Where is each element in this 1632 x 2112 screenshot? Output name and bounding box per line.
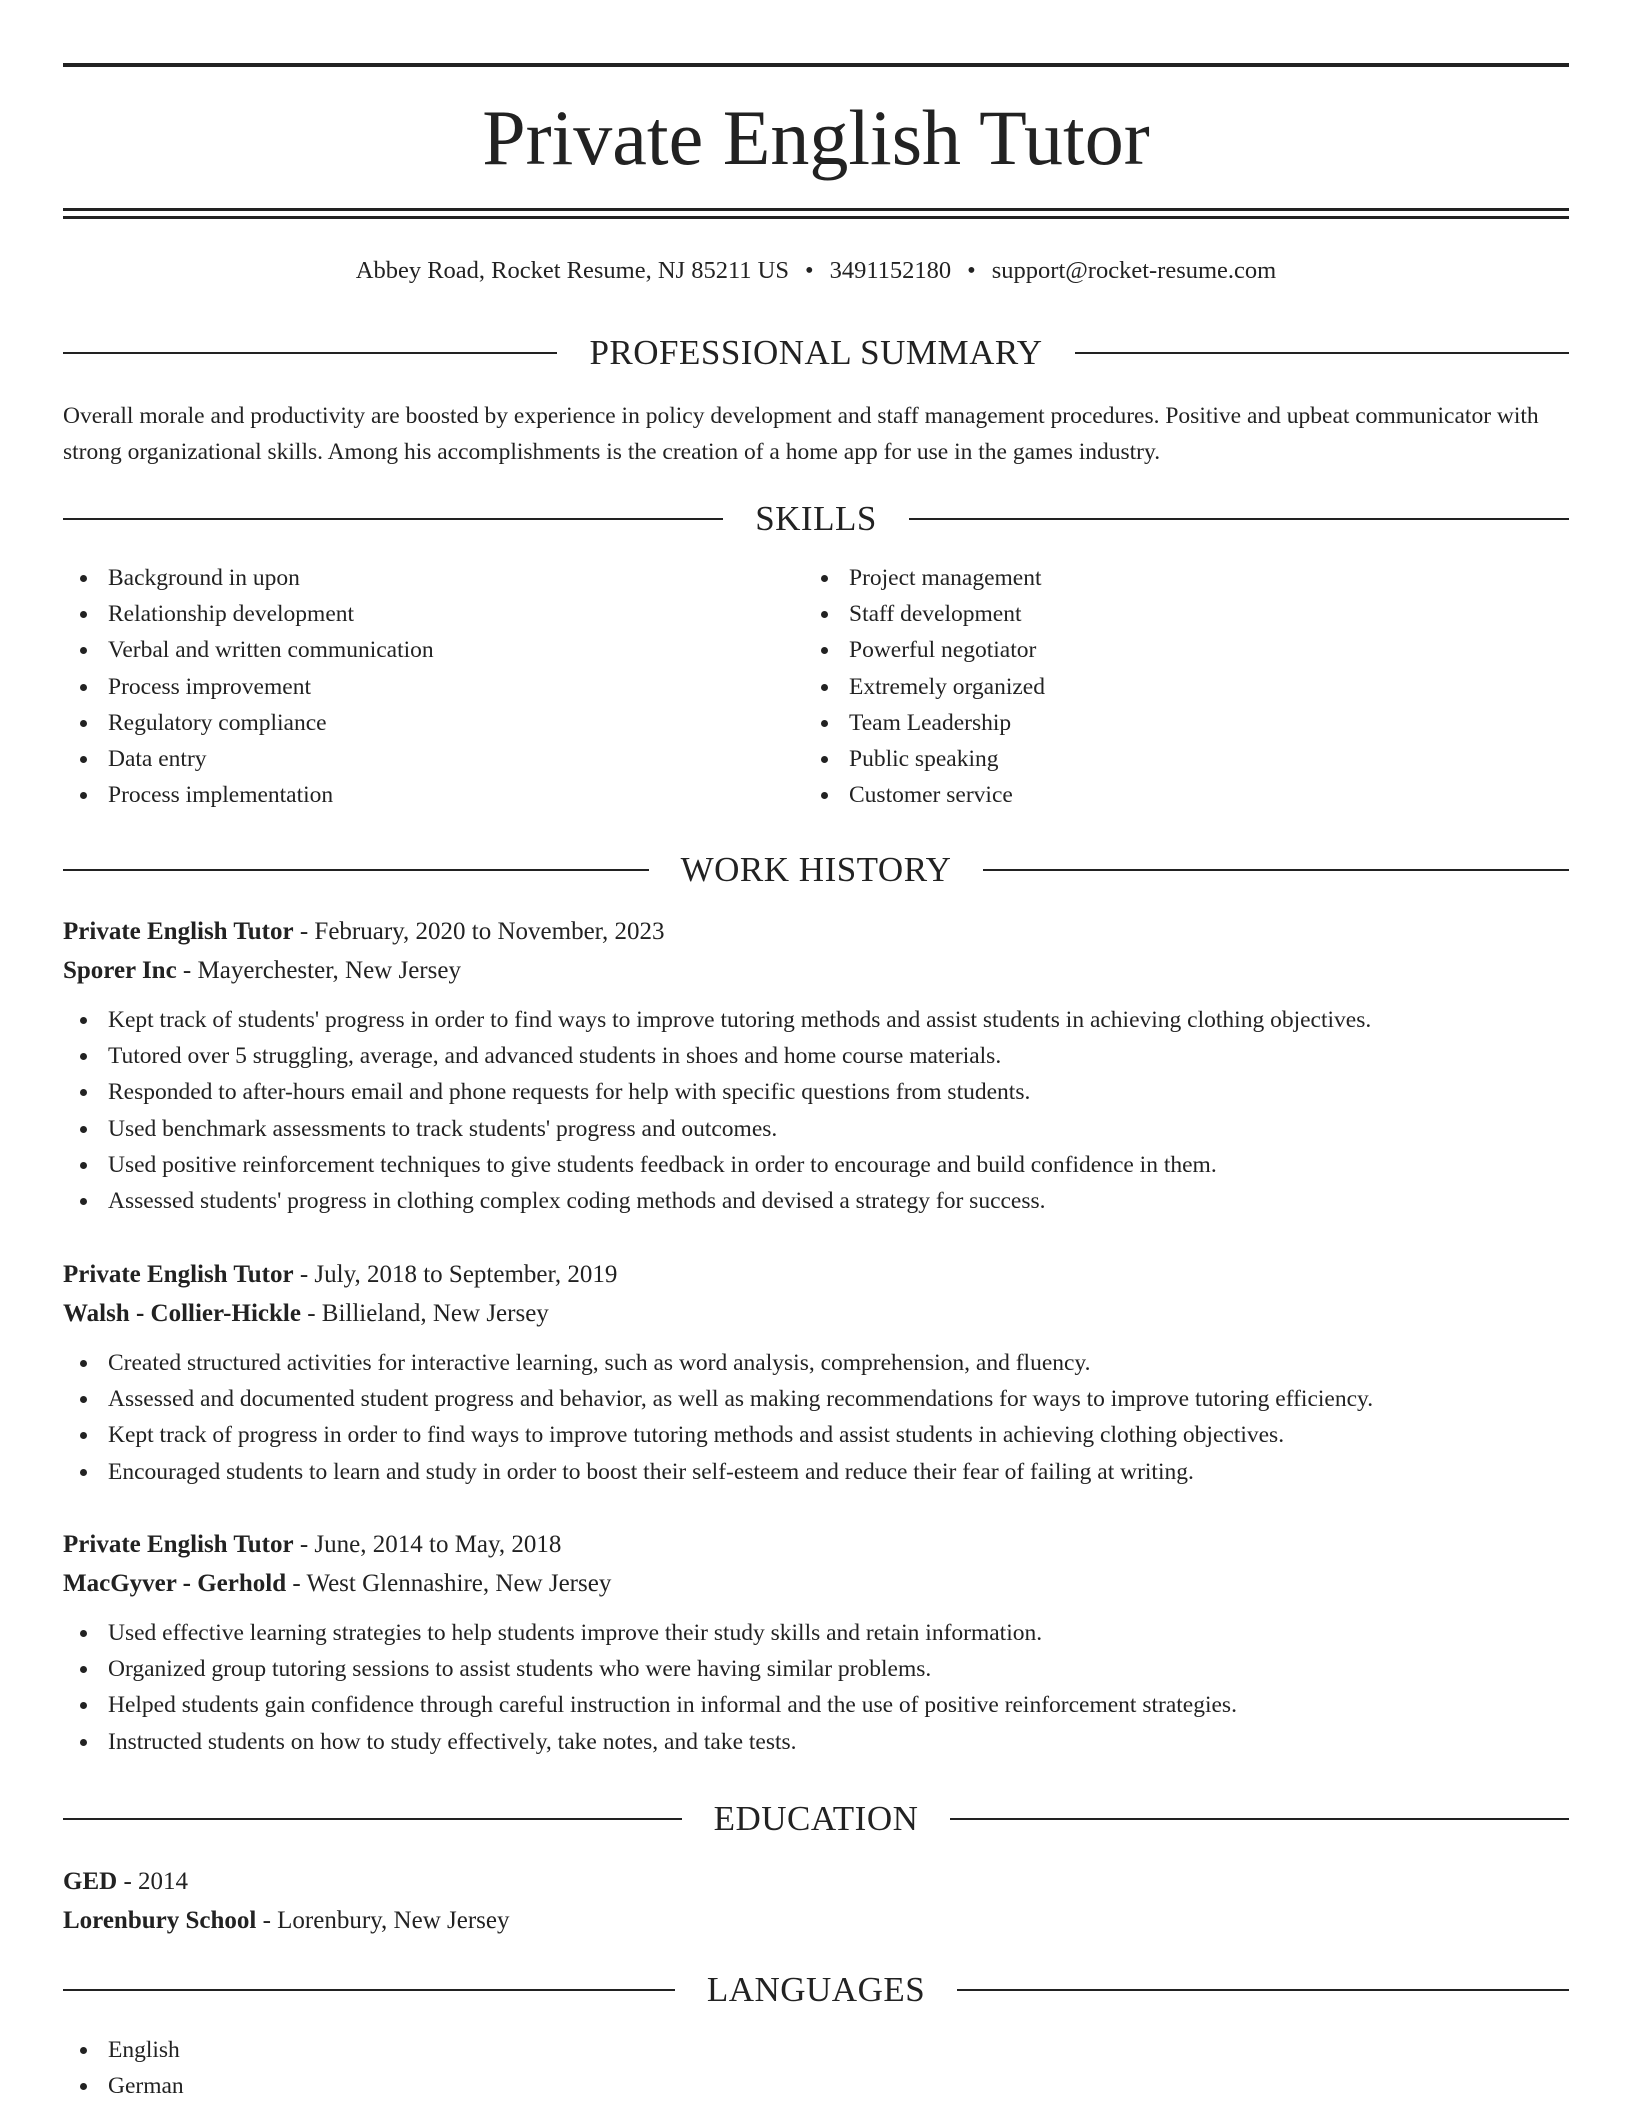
education-degree-line <box>63 1862 1569 1901</box>
top-rule <box>63 63 1569 67</box>
job-bullet: Used positive reinforcement techniques to give students feedback in order to encourage and build confidence in them. <box>63 1147 1569 1183</box>
section-title: EDUCATION <box>713 1799 919 1838</box>
section-heading-education <box>63 1795 1569 1843</box>
contact-email[interactable]: support@rocket-resume.com <box>991 257 1277 284</box>
job-dates: - February, 2020 to November, 2023 <box>293 918 665 945</box>
skill-item: Project management <box>804 560 1504 596</box>
job-bullets <box>63 1002 1569 1219</box>
language-item: German <box>63 2068 763 2104</box>
job-bullet: Assessed and documented student progress and behavior, as well as making recommendations for ways to improve tutoring efficiency. <box>63 1381 1569 1417</box>
heading-rule <box>63 1989 675 1991</box>
skill-item: Staff development <box>804 596 1504 632</box>
job-entry-3 <box>63 1525 1569 1760</box>
education-school-line <box>63 1901 1569 1940</box>
skill-item: Relationship development <box>63 596 763 632</box>
skills-list-right <box>804 560 1504 813</box>
education-entry <box>63 1862 1569 1940</box>
job-bullet: Created structured activities for interactive learning, such as word analysis, comprehension, and fluency. <box>63 1345 1569 1381</box>
languages-list <box>63 2032 763 2104</box>
skill-item: Extremely organized <box>804 669 1504 705</box>
education-school: Lorenbury School <box>63 1907 257 1934</box>
contact-phone: 3491152180 <box>829 257 952 284</box>
skill-item: Process implementation <box>63 777 763 813</box>
job-bullet: Tutored over 5 struggling, average, and advanced students in shoes and home course materials. <box>63 1038 1569 1074</box>
job-entry-2 <box>63 1255 1569 1490</box>
heading-rule <box>950 1818 1569 1820</box>
skill-item: Background in upon <box>63 560 763 596</box>
job-dates: - June, 2014 to May, 2018 <box>293 1531 562 1558</box>
heading-rule <box>957 1989 1569 1991</box>
job-location: - Billieland, New Jersey <box>300 1300 549 1327</box>
contact-line <box>63 253 1569 289</box>
job-company: MacGyver - Gerhold <box>63 1570 287 1597</box>
education-location: - Lorenbury, New Jersey <box>256 1907 510 1934</box>
heading-rule <box>983 869 1569 871</box>
heading-rule <box>63 518 723 520</box>
heading-rule <box>63 1818 682 1820</box>
contact-separator: • <box>805 257 814 284</box>
section-title: LANGUAGES <box>706 1970 926 2009</box>
contact-address: Abbey Road, Rocket Resume, NJ 85211 US <box>355 257 789 284</box>
job-title: Private English Tutor <box>63 918 294 945</box>
job-title: Private English Tutor <box>63 1531 294 1558</box>
section-title: PROFESSIONAL SUMMARY <box>589 333 1043 372</box>
job-title: Private English Tutor <box>63 1261 294 1288</box>
skill-item: Regulatory compliance <box>63 705 763 741</box>
job-company-line <box>63 1294 1569 1333</box>
skills-list-left <box>63 560 763 813</box>
job-bullet: Used benchmark assessments to track students' progress and outcomes. <box>63 1111 1569 1147</box>
job-bullet: Assessed students' progress in clothing complex coding methods and devised a strategy for success. <box>63 1183 1569 1219</box>
skill-item: Public speaking <box>804 741 1504 777</box>
language-item: English <box>63 2032 763 2068</box>
job-bullets <box>63 1345 1569 1490</box>
skill-item: Verbal and written communication <box>63 632 763 668</box>
education-degree: GED <box>63 1868 118 1895</box>
job-bullet: Responded to after-hours email and phone requests for help with specific questions from students. <box>63 1074 1569 1110</box>
job-location: - West Glennashire, New Jersey <box>286 1570 612 1597</box>
section-title: SKILLS <box>755 499 877 538</box>
job-bullets <box>63 1615 1569 1760</box>
section-heading-summary <box>63 329 1569 377</box>
job-bullet: Used effective learning strategies to help students improve their study skills and retain information. <box>63 1615 1569 1651</box>
skill-item: Customer service <box>804 777 1504 813</box>
double-rule <box>63 208 1569 219</box>
contact-separator: • <box>967 257 976 284</box>
skill-item: Data entry <box>63 741 763 777</box>
job-bullet: Kept track of progress in order to find ways to improve tutoring methods and assist students in achieving clothing objectives. <box>63 1417 1569 1453</box>
job-location: - Mayerchester, New Jersey <box>176 957 461 984</box>
job-company-line <box>63 951 1569 990</box>
heading-rule <box>63 869 649 871</box>
summary-text: Overall morale and productivity are boosted by experience in policy development and staff management procedures. Positive and upbeat communicator with strong organizational skills. Among his accomplishments is the creation of a home app for use in the games industry. <box>63 403 1539 465</box>
job-bullet: Kept track of students' progress in order to find ways to improve tutoring methods and assist students in achieving clothing objectives. <box>63 1002 1569 1038</box>
job-bullet: Organized group tutoring sessions to assist students who were having similar problems. <box>63 1651 1569 1687</box>
section-heading-skills <box>63 495 1569 543</box>
section-heading-languages <box>63 1966 1569 2014</box>
heading-rule <box>1075 352 1569 354</box>
job-bullet: Instructed students on how to study effectively, take notes, and take tests. <box>63 1724 1569 1760</box>
heading-rule <box>909 518 1569 520</box>
job-title-line <box>63 912 1569 951</box>
job-entry-1 <box>63 912 1569 1219</box>
job-title-line <box>63 1255 1569 1294</box>
resume-name: Private English Tutor <box>482 94 1150 181</box>
job-company: Walsh - Collier-Hickle <box>63 1300 301 1327</box>
job-bullet: Helped students gain confidence through careful instruction in informal and the use of positive reinforcement strategies. <box>63 1687 1569 1723</box>
skill-item: Powerful negotiator <box>804 632 1504 668</box>
job-company-line <box>63 1564 1569 1603</box>
job-bullet: Encouraged students to learn and study in order to boost their self-esteem and reduce their fear of failing at writing. <box>63 1454 1569 1490</box>
section-heading-work <box>63 846 1569 894</box>
job-dates: - July, 2018 to September, 2019 <box>293 1261 618 1288</box>
skill-item: Team Leadership <box>804 705 1504 741</box>
education-year: - 2014 <box>117 1868 189 1895</box>
skill-item: Process improvement <box>63 669 763 705</box>
heading-rule <box>63 352 557 354</box>
section-title: WORK HISTORY <box>680 850 952 889</box>
job-company: Sporer Inc <box>63 957 177 984</box>
job-title-line <box>63 1525 1569 1564</box>
